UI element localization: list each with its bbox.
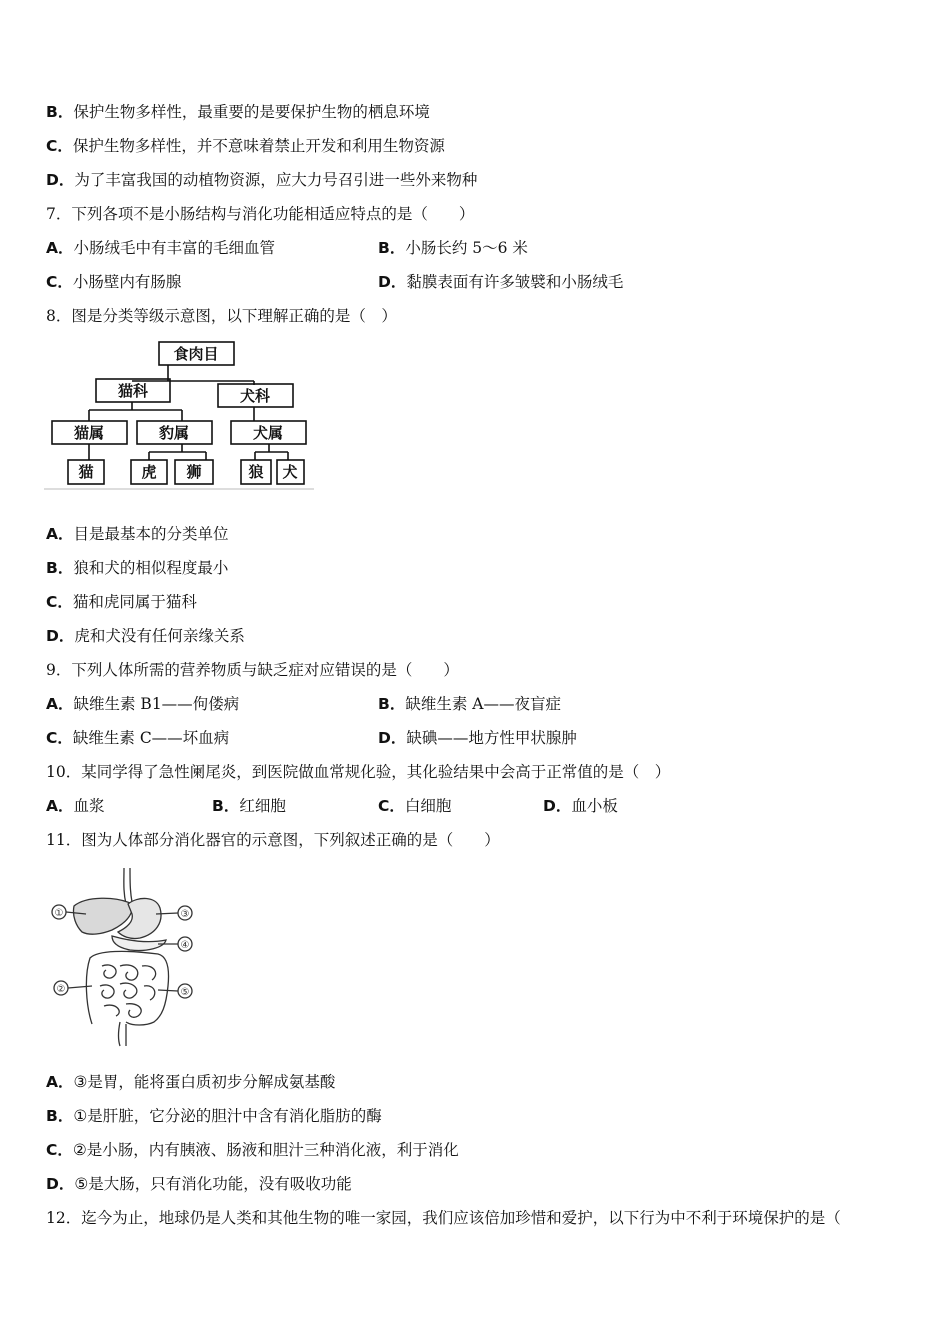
large-intestine-shape (86, 951, 168, 1025)
digestive-system-diagram (46, 866, 202, 1048)
q6-option-c: C．保护生物多样性，并不意味着禁止开发和利用生物资源 (46, 137, 445, 155)
q8-option-d: D．虎和犬没有任何亲缘关系 (46, 627, 245, 645)
q8-stem: 8．图是分类等级示意图，以下理解正确的是（ ） (46, 307, 397, 325)
esophagus-shape (124, 868, 132, 904)
rectum-shape (119, 1022, 127, 1046)
q8-option-a: A．目是最基本的分类单位 (46, 525, 229, 543)
marker-3: ③ (180, 909, 190, 920)
label-family-dog: 犬科 (239, 387, 271, 405)
q6-option-b: B．保护生物多样性，最重要的是要保护生物的栖息环境 (46, 103, 430, 121)
q7-option-c: C．小肠壁内有肠腺 (46, 273, 182, 291)
q8-option-c: C．猫和虎同属于猫科 (46, 593, 197, 611)
label-genus-panthera: 豹属 (158, 424, 190, 442)
label-sp-lion: 狮 (186, 463, 202, 481)
q9-stem: 9．下列人体所需的营养物质与缺乏症对应错误的是（ ） (46, 661, 459, 679)
label-sp-wolf: 狼 (248, 463, 264, 481)
q7-option-b: B．小肠长约 5～6 米 (378, 239, 528, 257)
q9-option-c: C．缺维生素 C——坏血病 (46, 729, 230, 747)
small-intestine-shape (100, 965, 156, 1017)
q7-option-a: A．小肠绒毛中有丰富的毛细血管 (46, 239, 276, 257)
marker-2: ② (56, 984, 66, 995)
marker-1: ① (54, 908, 64, 919)
q6-option-d: D．为了丰富我国的动植物资源，应大力号召引进一些外来物种 (46, 171, 478, 189)
q11-option-b: B．①是肝脏，它分泌的胆汁中含有消化脂肪的酶 (46, 1107, 382, 1125)
q10-option-a: A．血浆 (46, 797, 105, 815)
marker-5: ⑤ (180, 987, 190, 998)
label-genus-canis: 犬属 (252, 424, 284, 442)
marker-4: ④ (180, 940, 190, 951)
q8-option-b: B．狼和犬的相似程度最小 (46, 559, 229, 577)
q7-stem: 7．下列各项不是小肠结构与消化功能相适应特点的是（ ） (46, 205, 475, 223)
q12-stem: 12．迄今为止，地球仍是人类和其他生物的唯一家园，我们应该倍加珍惜和爱护，以下行为中不利于环境保护的是（ (46, 1209, 841, 1227)
label-sp-tiger: 虎 (141, 463, 157, 481)
label-sp-dog: 犬 (282, 463, 298, 481)
q7-option-d: D．黏膜表面有许多皱襞和小肠绒毛 (378, 273, 624, 291)
q10-option-d: D．血小板 (543, 797, 618, 815)
q10-stem: 10．某同学得了急性阑尾炎，到医院做血常规化验，其化验结果中会高于正常值的是（ ） (46, 763, 671, 781)
label-genus-felis: 猫属 (73, 424, 105, 442)
q10-option-c: C．白细胞 (378, 797, 452, 815)
q10-option-b: B．红细胞 (212, 797, 286, 815)
q11-option-d: D．⑤是大肠，只有消化功能，没有吸收功能 (46, 1175, 352, 1193)
q9-option-a: A．缺维生素 B1——佝偻病 (46, 695, 240, 713)
q11-option-a: A．③是胃，能将蛋白质初步分解成氨基酸 (46, 1073, 336, 1091)
q11-option-c: C．②是小肠，内有胰液、肠液和胆汁三种消化液，利于消化 (46, 1141, 459, 1159)
label-order: 食肉目 (173, 345, 219, 363)
q9-option-d: D．缺碘——地方性甲状腺肿 (378, 729, 577, 747)
classification-diagram (44, 338, 316, 492)
q9-option-b: B．缺维生素 A——夜盲症 (378, 695, 561, 713)
q11-stem: 11．图为人体部分消化器官的示意图，下列叙述正确的是（ ） (46, 831, 500, 849)
label-family-cat: 猫科 (117, 382, 149, 400)
label-sp-cat: 猫 (78, 463, 94, 481)
